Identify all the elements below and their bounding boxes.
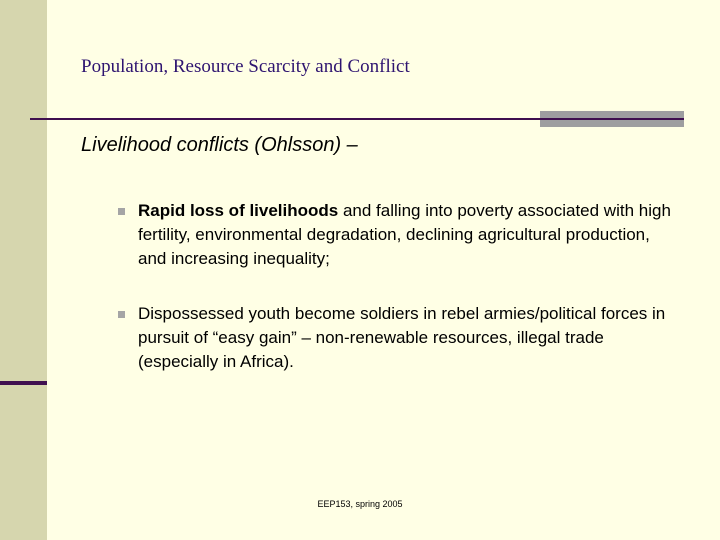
bullet-text: and falling into poverty associated with high fertility, environmental degradation, declining agricultural production, and increasing inequality; xyxy=(138,201,671,268)
title-rule xyxy=(30,118,684,120)
slide-title: Population, Resource Scarcity and Conflict xyxy=(81,56,410,77)
bullet-item xyxy=(118,199,678,271)
bullet-item xyxy=(118,302,678,374)
slide-footer: EEP153, spring 2005 xyxy=(317,499,403,509)
left-accent-stripe xyxy=(0,381,47,385)
slide-subheading: Livelihood conflicts (Ohlsson) – xyxy=(81,134,358,156)
square-bullet-icon xyxy=(118,208,125,215)
square-bullet-icon xyxy=(118,311,125,318)
bullet-list xyxy=(118,199,678,405)
left-decorative-bar xyxy=(0,0,47,540)
bullet-bold-text: Rapid loss of livelihoods xyxy=(138,201,339,220)
bullet-text: Dispossessed youth become soldiers in rebel armies/political forces in pursuit of “easy gain” – non-renewable resources, illegal trade (especially in Africa). xyxy=(138,304,666,371)
